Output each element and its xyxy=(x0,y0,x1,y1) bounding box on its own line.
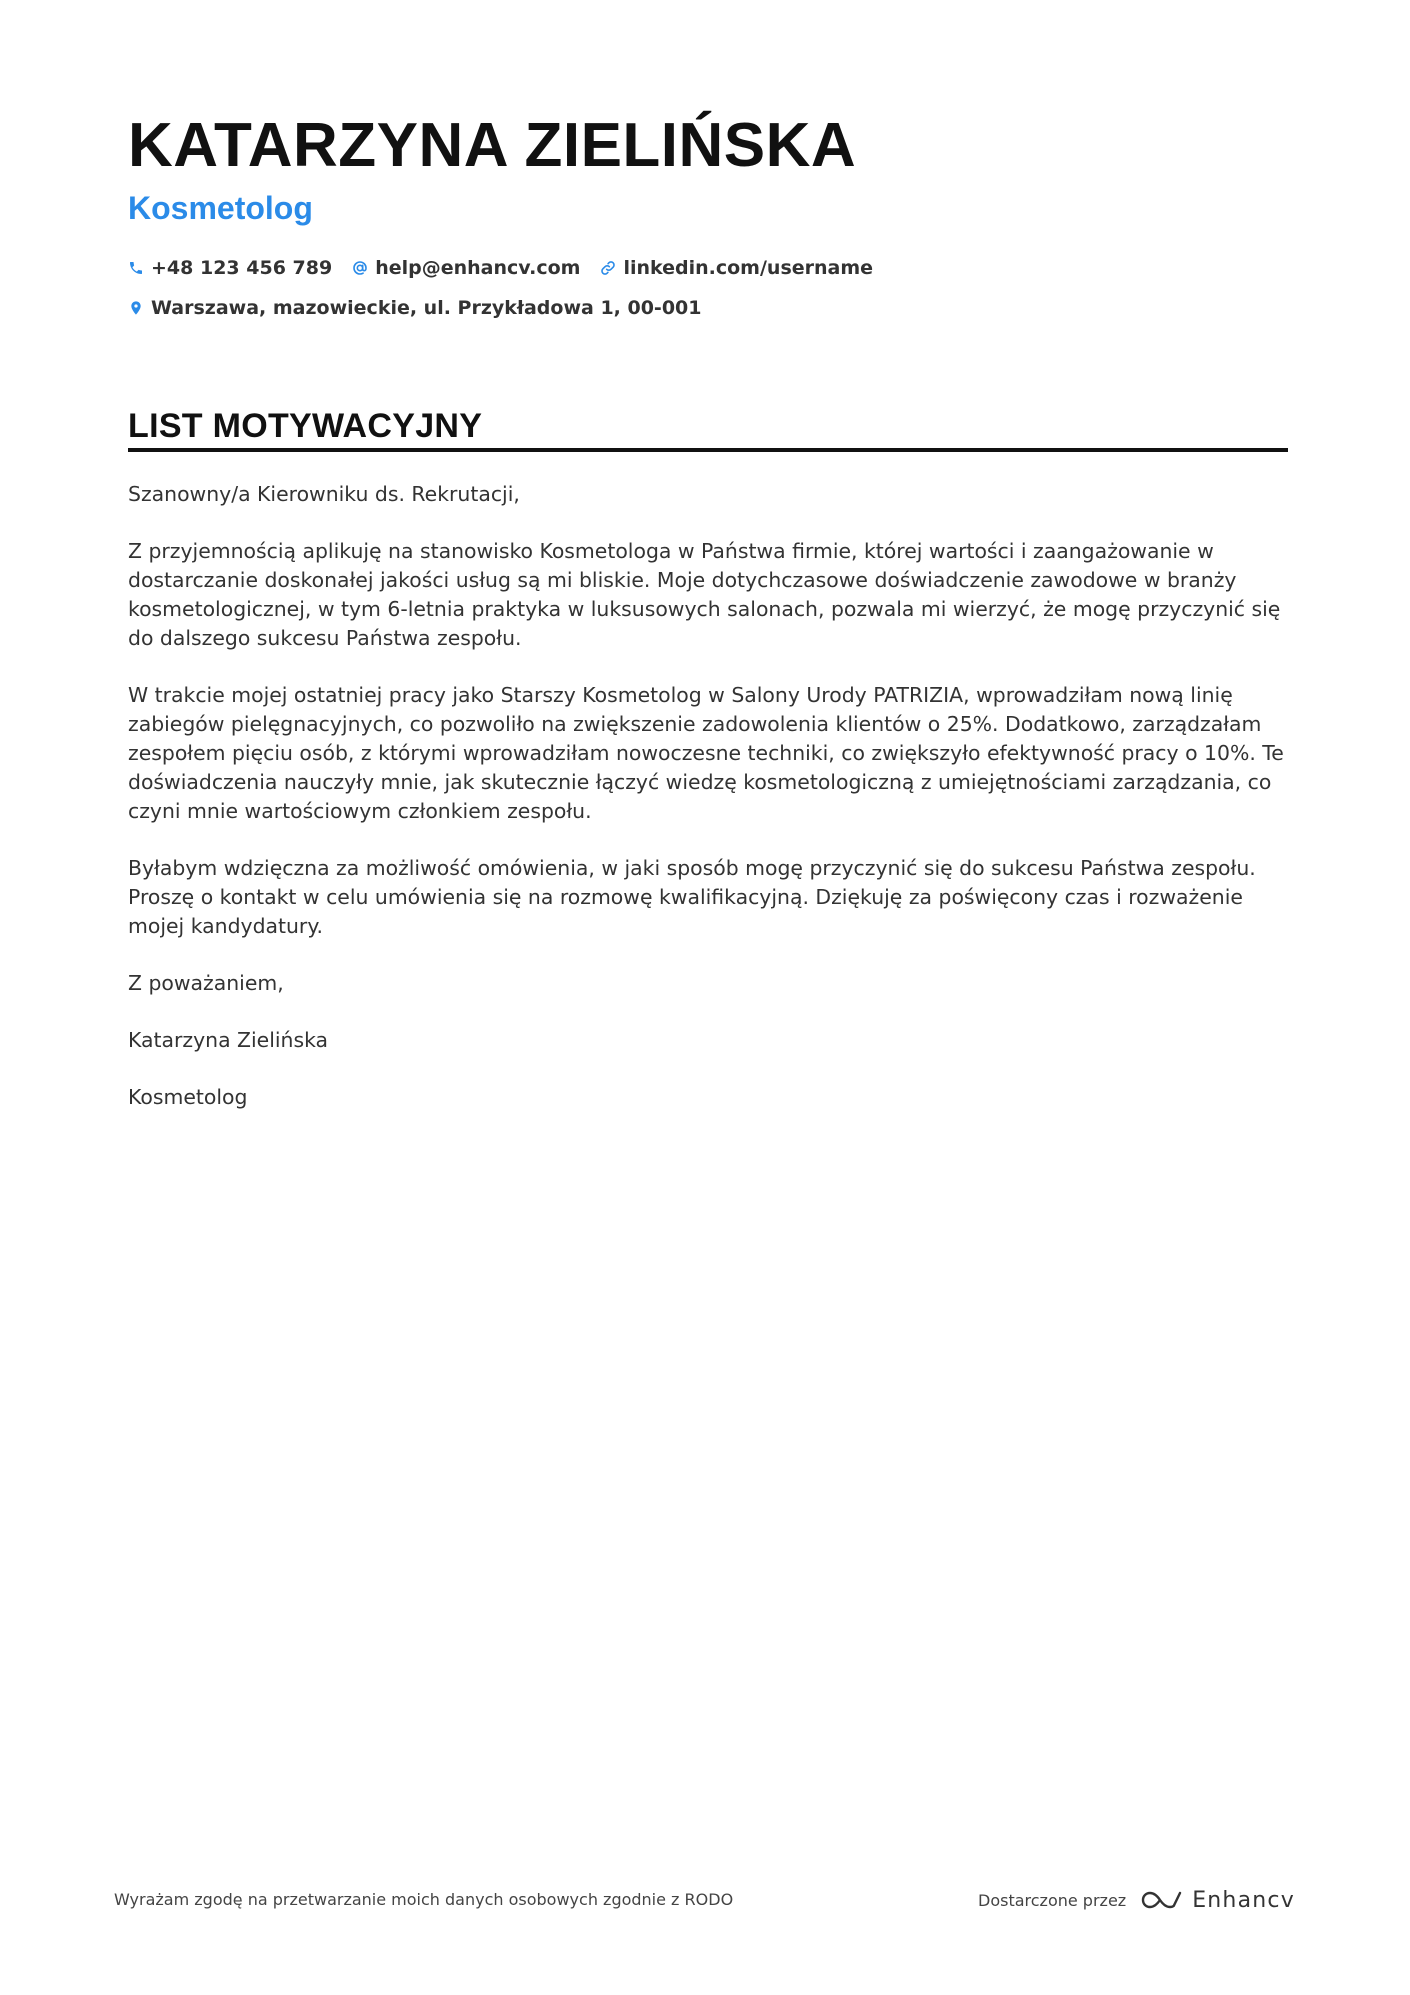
brand-name: Enhancv xyxy=(1192,1887,1295,1913)
contact-phone xyxy=(128,257,332,279)
address-text: Warszawa, mazowieckie, ul. Przykładowa 1, 00-001 xyxy=(151,297,702,319)
email-text: help@enhancv.com xyxy=(375,257,581,279)
section-title: LIST MOTYWACYJNY xyxy=(128,407,483,445)
letter-paragraph: Byłabym wdzięczna za możliwość omówienia, w jaki sposób mogę przyczynić się do sukcesu Państwa zespołu. Proszę o kontakt w celu umówienia się na rozmowę kwalifikacyjną. Dziękuję za poświęcony czas i rozważenie mojej kandydatury. xyxy=(128,856,1256,938)
letter-salutation: Szanowny/a Kierowniku ds. Rekrutacji, xyxy=(128,482,520,506)
contact-row-1 xyxy=(128,248,1288,288)
letter-paragraph: Z przyjemnością aplikuję na stanowisko Kosmetologa w Państwa firmie, której wartości i zaangażowanie w dostarczanie doskonałej jakości usług są mi bliskie. Moje dotychczasowe doświadczenie zawodowe w branży kosmetologicznej, w tym 6-letnia praktyka w luksusowych salonach, pozwala mi wierzyć, że mogę przyczynić się do dalszego sukcesu Państwa zespołu. xyxy=(128,539,1281,650)
phone-icon xyxy=(128,260,144,276)
header xyxy=(128,108,1288,328)
contact-info xyxy=(128,248,1288,328)
linkedin-text: linkedin.com/username xyxy=(623,257,874,279)
powered-by-label: Dostarczone przez xyxy=(978,1890,1127,1910)
candidate-role: Kosmetolog xyxy=(128,190,313,226)
letter-body xyxy=(128,480,1290,1140)
enhancv-logo-icon xyxy=(1136,1885,1184,1915)
contact-email[interactable] xyxy=(352,257,580,279)
phone-text: +48 123 456 789 xyxy=(151,257,333,279)
letter-paragraph: W trakcie mojej ostatniej pracy jako Starszy Kosmetolog w Salony Urody PATRIZIA, wprowadziłam nową linię zabiegów pielęgnacyjnych, co pozwoliło na zwiększenie zadowolenia klientów o 25%. Dodatkowo, zarządzałam zespołem pięciu osób, z którymi wprowadziłam nowoczesne techniki, co zwiększyło efektywność pracy o 10%. Te doświadczenia nauczyły mnie, jak skutecznie łączyć wiedzę kosmetologiczną z umiejętnościami zarządzania, co czyni mnie wartościowym członkiem zespołu. xyxy=(128,683,1284,823)
contact-row-2 xyxy=(128,288,1288,328)
contact-linkedin[interactable] xyxy=(600,257,873,279)
contact-address xyxy=(128,297,701,319)
map-pin-icon xyxy=(128,300,144,316)
candidate-name: KATARZYNA ZIELIŃSKA xyxy=(128,111,857,180)
signature-role: Kosmetolog xyxy=(128,1085,248,1109)
footer-consent: Wyrażam zgodę na przetwarzanie moich danych osobowych zgodnie z RODO xyxy=(114,1890,734,1909)
section-divider xyxy=(128,448,1288,452)
footer-brand[interactable] xyxy=(978,1880,1295,1920)
signature-name: Katarzyna Zielińska xyxy=(128,1028,329,1052)
letter-closing: Z poważaniem, xyxy=(128,971,284,995)
link-icon xyxy=(600,260,616,276)
at-icon xyxy=(352,260,368,276)
